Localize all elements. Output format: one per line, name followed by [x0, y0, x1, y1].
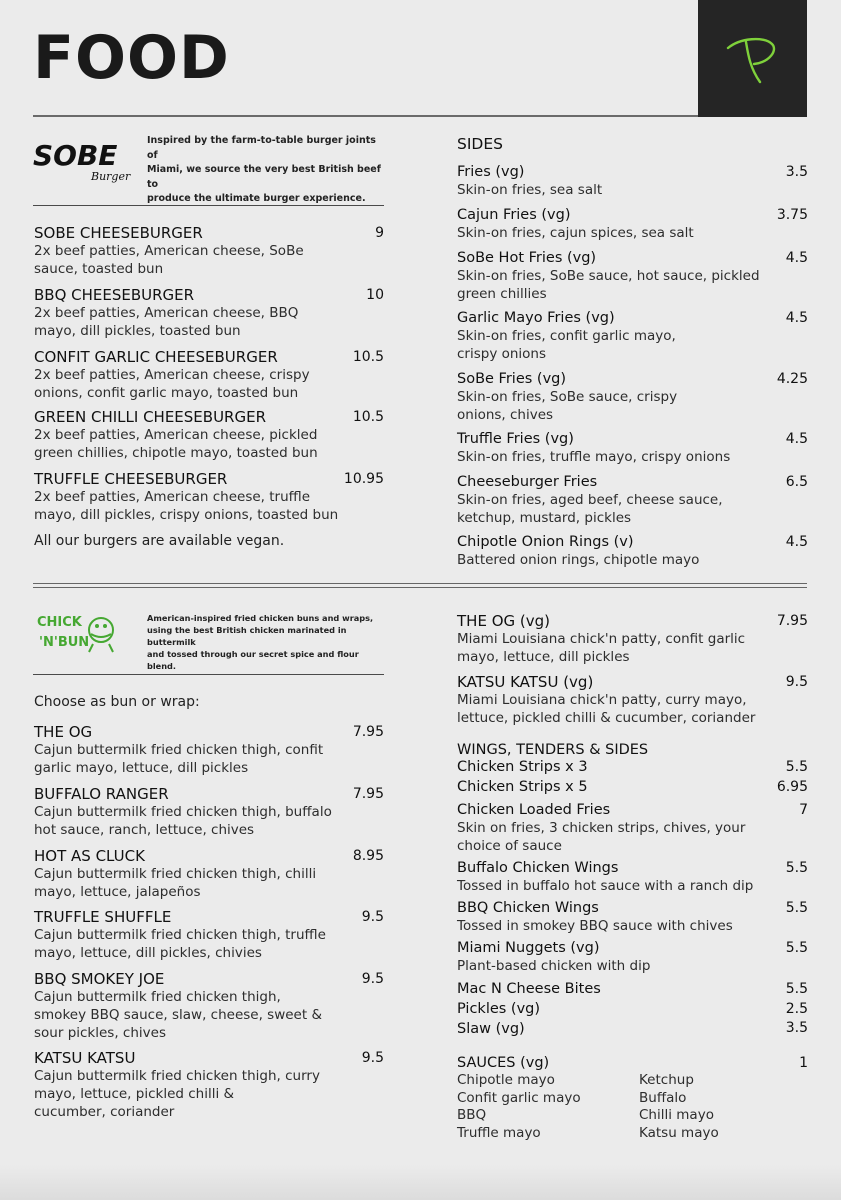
- sobe-burger-logo: [33, 141, 139, 187]
- sauces-heading: SAUCES (vg): [457, 1055, 550, 1071]
- sauces-price: 1: [799, 1055, 808, 1071]
- sauce-item: Truffle mayo: [457, 1124, 541, 1141]
- item-name: Chicken Strips x 5: [457, 779, 588, 795]
- item-price: 8.95: [352, 848, 384, 864]
- chick-intro: [147, 612, 387, 672]
- chick-intro-line: using the best British chicken marinated in buttermilk: [147, 625, 347, 647]
- item-price: 9.5: [361, 909, 384, 925]
- item-desc: lettuce, pickled chilli & cucumber, coriander: [457, 710, 756, 726]
- item-desc: Skin-on fries, SoBe sauce, hot sauce, pickled: [457, 268, 760, 284]
- item-name: Chicken Loaded Fries: [457, 802, 611, 818]
- item-desc: Skin-on fries, SoBe sauce, crispy: [457, 389, 678, 405]
- item-name: SoBe Hot Fries (vg): [457, 250, 597, 266]
- item-desc: mayo, dill pickles, toasted bun: [34, 323, 241, 339]
- sobe-logo-icon: [33, 141, 139, 183]
- item-price: 5.5: [785, 981, 808, 997]
- item-price: 10.5: [352, 349, 384, 365]
- item-name: Cajun Fries (vg): [457, 207, 571, 223]
- item-desc: Cajun buttermilk fried chicken thigh,: [34, 989, 281, 1005]
- item-price: 7.95: [352, 724, 384, 740]
- item-desc: Miami Louisiana chick'n patty, curry mayo,: [457, 692, 747, 708]
- item-price: 9.5: [361, 971, 384, 987]
- item-price: 2.5: [785, 1001, 808, 1017]
- item-desc: mayo, lettuce, pickled chilli &: [34, 1086, 235, 1102]
- sobe-logo-sub: Burger: [91, 170, 131, 183]
- sauces-list-left: [457, 1072, 581, 1142]
- item-name: Chicken Strips x 3: [457, 759, 588, 775]
- chick-intro-line: and tossed through our secret spice and flour blend.: [147, 649, 359, 671]
- vegan-chicken-item: [457, 673, 777, 727]
- item-name: BBQ Chicken Wings: [457, 900, 599, 916]
- title-divider: [33, 115, 698, 117]
- item-desc: Cajun buttermilk fried chicken thigh, confit: [34, 742, 324, 758]
- item-desc: 2x beef patties, American cheese, SoBe: [34, 243, 304, 259]
- wings-item: [457, 939, 777, 975]
- item-name: Chipotle Onion Rings (v): [457, 534, 634, 550]
- item-desc: smokey BBQ sauce, slaw, cheese, sweet &: [34, 1007, 322, 1023]
- vegan-chicken-item: [457, 612, 777, 666]
- page-bottom-shade: [0, 1165, 841, 1200]
- side-item: [457, 533, 767, 569]
- item-name: KATSU KATSU: [34, 1049, 136, 1067]
- item-desc: mayo, dill pickles, crispy onions, toasted bun: [34, 507, 339, 523]
- item-desc: Skin-on fries, truffle mayo, crispy onions: [457, 449, 731, 465]
- page-title: FOOD: [33, 23, 230, 93]
- wings-item: [457, 801, 777, 855]
- item-name: Cheeseburger Fries: [457, 474, 598, 490]
- item-desc: Tossed in smokey BBQ sauce with chives: [457, 918, 733, 934]
- item-desc: cucumber, coriander: [34, 1104, 175, 1120]
- item-desc: Tossed in buffalo hot sauce with a ranch dip: [457, 878, 754, 894]
- item-name: BUFFALO RANGER: [34, 785, 169, 803]
- side-item: [457, 163, 767, 199]
- item-desc: Skin-on fries, cajun spices, sea salt: [457, 225, 694, 241]
- item-desc: mayo, lettuce, jalapeños: [34, 884, 201, 900]
- item-desc: 2x beef patties, American cheese, truffle: [34, 489, 310, 505]
- burger-item: [34, 408, 344, 462]
- item-desc: Cajun buttermilk fried chicken thigh, truffle: [34, 927, 326, 943]
- item-desc: Battered onion rings, chipotle mayo: [457, 552, 700, 568]
- chicken-item: [34, 1049, 350, 1121]
- sides-heading: SIDES: [457, 135, 503, 153]
- item-desc: garlic mayo, lettuce, dill pickles: [34, 760, 249, 776]
- item-name: Pickles (vg): [457, 1001, 541, 1017]
- item-name: SoBe Fries (vg): [457, 371, 567, 387]
- chicken-item: [34, 908, 350, 962]
- burger-item: [34, 470, 350, 524]
- item-desc: sour pickles, chives: [34, 1025, 166, 1041]
- item-name: BBQ CHEESEBURGER: [34, 286, 195, 304]
- choose-note: Choose as bun or wrap:: [34, 694, 200, 710]
- item-desc: green chillies: [457, 286, 547, 302]
- burger-item: [34, 224, 344, 278]
- section-divider: [33, 583, 807, 588]
- item-name: CONFIT GARLIC CHEESEBURGER: [34, 348, 278, 366]
- item-desc: sauce, toasted bun: [34, 261, 164, 277]
- wings-item: [457, 899, 777, 935]
- item-desc: green chillies, chipotle mayo, toasted bun: [34, 445, 318, 461]
- wings-heading: WINGS, TENDERS & SIDES: [457, 742, 649, 758]
- item-price: 4.5: [785, 534, 808, 550]
- item-price: 3.5: [785, 1020, 808, 1036]
- item-name: THE OG (vg): [457, 612, 550, 630]
- item-name: TRUFFLE CHEESEBURGER: [34, 470, 228, 488]
- sobe-intro: [147, 134, 387, 207]
- item-desc: mayo, lettuce, dill pickles: [457, 649, 630, 665]
- item-desc: onions, confit garlic mayo, toasted bun: [34, 385, 299, 401]
- item-price: 7: [799, 802, 808, 818]
- item-desc: 2x beef patties, American cheese, pickled: [34, 427, 318, 443]
- item-name: Fries (vg): [457, 164, 525, 180]
- vegan-footnote: All our burgers are available vegan.: [34, 533, 285, 549]
- sobe-intro-line: produce the ultimate burger experience.: [147, 193, 366, 204]
- item-desc: 2x beef patties, American cheese, BBQ: [34, 305, 299, 321]
- sauces-list-right: [639, 1072, 719, 1142]
- sauce-item: Chipotle mayo: [457, 1072, 555, 1088]
- burger-item: [34, 348, 344, 402]
- item-price: 4.5: [785, 431, 808, 447]
- item-name: Slaw (vg): [457, 1021, 525, 1037]
- sobe-divider: [33, 205, 384, 206]
- item-desc: Miami Louisiana chick'n patty, confit garlic: [457, 631, 746, 647]
- chicken-item: [34, 847, 350, 901]
- side-item: [457, 249, 767, 303]
- item-name: GREEN CHILLI CHEESEBURGER: [34, 408, 266, 426]
- item-price: 5.5: [785, 900, 808, 916]
- side-item: [457, 430, 767, 466]
- sauce-item: BBQ: [457, 1107, 487, 1123]
- item-desc: Plant-based chicken with dip: [457, 958, 651, 974]
- sobe-intro-line: Miami, we source the very best British beef to: [147, 164, 381, 190]
- chick-logo-line1: CHICK: [37, 615, 82, 630]
- item-name: TRUFFLE SHUFFLE: [34, 908, 172, 926]
- side-item: [457, 473, 767, 527]
- sobe-logo-text: SOBE: [33, 141, 118, 172]
- item-price: 3.5: [785, 164, 808, 180]
- item-price: 6.95: [776, 779, 808, 795]
- item-name: SOBE CHEESEBURGER: [34, 224, 203, 242]
- item-desc: Cajun buttermilk fried chicken thigh, curry: [34, 1068, 320, 1084]
- item-desc: hot sauce, ranch, lettuce, chives: [34, 822, 255, 838]
- item-desc: 2x beef patties, American cheese, crispy: [34, 367, 310, 383]
- sauce-item: Ketchup: [639, 1072, 694, 1088]
- item-desc: ketchup, mustard, pickles: [457, 510, 632, 526]
- item-price: 4.5: [785, 310, 808, 326]
- item-name: KATSU KATSU (vg): [457, 673, 594, 691]
- item-name: Miami Nuggets (vg): [457, 940, 600, 956]
- chick-divider: [33, 674, 384, 675]
- item-price: 4.25: [776, 371, 808, 387]
- item-price: 7.95: [352, 786, 384, 802]
- item-name: BBQ SMOKEY JOE: [34, 970, 165, 988]
- item-desc: Skin-on fries, confit garlic mayo,: [457, 328, 676, 344]
- burger-item: [34, 286, 344, 340]
- item-price: 4.5: [785, 250, 808, 266]
- item-name: Truffle Fries (vg): [457, 431, 574, 447]
- item-price: 5.5: [785, 940, 808, 956]
- item-price: 9.5: [361, 1050, 384, 1066]
- item-price: 10.95: [343, 471, 384, 487]
- side-item: [457, 206, 767, 242]
- sauce-item: Katsu mayo: [639, 1124, 719, 1141]
- item-price: 9: [375, 225, 384, 241]
- chick-n-bun-logo: [37, 610, 119, 660]
- chick-intro-line: American-inspired fried chicken buns and wraps,: [147, 613, 374, 623]
- item-desc: Cajun buttermilk fried chicken thigh, buffalo: [34, 804, 332, 820]
- sauce-item: Buffalo: [639, 1089, 687, 1106]
- item-name: THE OG: [34, 723, 93, 741]
- item-price: 7.95: [776, 613, 808, 629]
- item-name: Buffalo Chicken Wings: [457, 860, 619, 876]
- sobe-intro-line: Inspired by the farm-to-table burger joints of: [147, 135, 376, 161]
- chick-logo-icon: [37, 610, 119, 656]
- wings-item: [457, 859, 777, 895]
- item-price: 10.5: [352, 409, 384, 425]
- item-desc: crispy onions: [457, 346, 547, 362]
- item-name: HOT AS CLUCK: [34, 847, 145, 865]
- side-item: [457, 370, 767, 424]
- item-desc: mayo, lettuce, dill pickles, chivies: [34, 945, 262, 961]
- brand-logo: [698, 0, 807, 117]
- chick-logo-line2: 'N'BUN: [39, 635, 90, 650]
- item-desc: choice of sauce: [457, 838, 562, 854]
- item-desc: Skin on fries, 3 chicken strips, chives, your: [457, 820, 746, 836]
- item-desc: Skin-on fries, aged beef, cheese sauce,: [457, 492, 723, 508]
- item-desc: onions, chives: [457, 407, 554, 423]
- p-logo-icon: [724, 34, 780, 86]
- item-desc: Skin-on fries, sea salt: [457, 182, 603, 198]
- item-name: Garlic Mayo Fries (vg): [457, 310, 615, 326]
- item-name: Mac N Cheese Bites: [457, 981, 601, 997]
- item-price: 6.5: [785, 474, 808, 490]
- chicken-item: [34, 723, 350, 777]
- item-price: 3.75: [776, 207, 808, 223]
- chicken-item: [34, 785, 350, 839]
- item-desc: Cajun buttermilk fried chicken thigh, chilli: [34, 866, 317, 882]
- item-price: 5.5: [785, 759, 808, 775]
- sauce-item: Chilli mayo: [639, 1107, 714, 1123]
- chicken-item: [34, 970, 350, 1042]
- item-price: 9.5: [785, 674, 808, 690]
- side-item: [457, 309, 767, 363]
- item-price: 10: [366, 287, 384, 303]
- sauce-item: Confit garlic mayo: [457, 1089, 581, 1106]
- item-price: 5.5: [785, 860, 808, 876]
